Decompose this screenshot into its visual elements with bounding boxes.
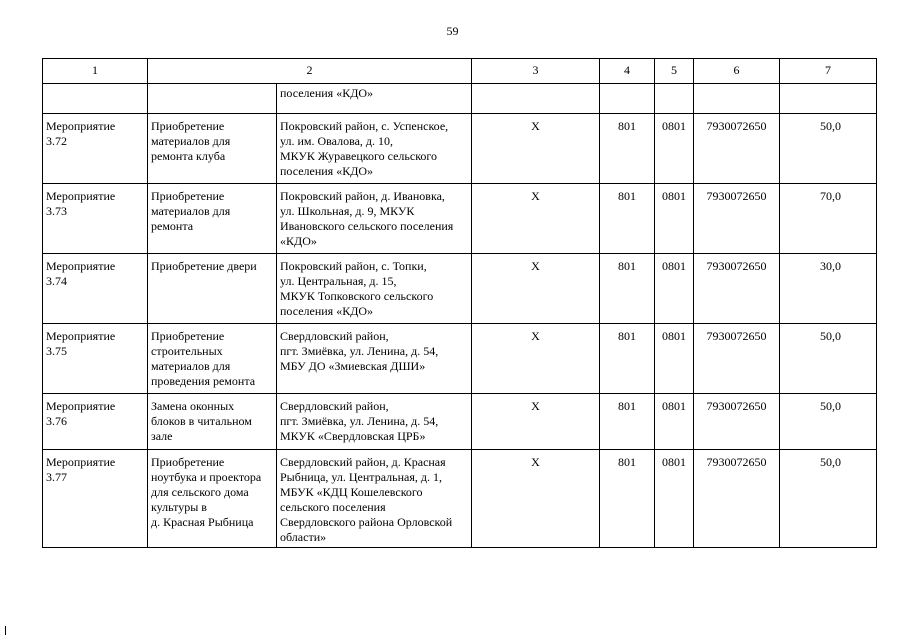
header-col-3: 3	[472, 59, 600, 84]
amount: 50,0	[780, 114, 877, 184]
code-4: 801	[600, 450, 655, 548]
header-col-5: 5	[655, 59, 694, 84]
code-5: 0801	[655, 324, 694, 394]
mark-cell: Х	[472, 324, 600, 394]
code-5: 0801	[655, 450, 694, 548]
cont-cell-8	[780, 84, 877, 114]
cont-cell-1	[43, 84, 148, 114]
event-id: Мероприятие 3.73	[43, 184, 148, 254]
scan-mark	[5, 626, 6, 635]
code-4: 801	[600, 394, 655, 450]
header-col-2: 2	[148, 59, 472, 84]
table-row	[43, 450, 877, 548]
event-id: Мероприятие 3.74	[43, 254, 148, 324]
event-address: Покровский район, д. Ивановка, ул. Школьная, д. 9, МКУК Ивановского сельского поселения «КДО»	[277, 184, 472, 254]
event-name: Приобретение строительных материалов для проведения ремонта	[148, 324, 277, 394]
event-id: Мероприятие 3.72	[43, 114, 148, 184]
table-row	[43, 324, 877, 394]
event-id: Мероприятие 3.75	[43, 324, 148, 394]
code-4: 801	[600, 324, 655, 394]
event-name: Замена оконных блоков в читальном зале	[148, 394, 277, 450]
budget-table	[42, 58, 877, 548]
table-row	[43, 114, 877, 184]
mark-cell: Х	[472, 394, 600, 450]
table-row	[43, 184, 877, 254]
cont-cell-5	[600, 84, 655, 114]
event-address: Свердловский район, пгт. Змиёвка, ул. Ленина, д. 54, МКУК «Свердловская ЦРБ»	[277, 394, 472, 450]
mark-cell: Х	[472, 450, 600, 548]
code-4: 801	[600, 114, 655, 184]
event-name: Приобретение материалов для ремонта клуба	[148, 114, 277, 184]
amount: 30,0	[780, 254, 877, 324]
cont-cell-2	[148, 84, 277, 114]
amount: 50,0	[780, 324, 877, 394]
cont-cell-4	[472, 84, 600, 114]
event-address: Свердловский район, пгт. Змиёвка, ул. Ленина, д. 54, МБУ ДО «Змиевская ДШИ»	[277, 324, 472, 394]
code-6: 7930072650	[694, 394, 780, 450]
amount: 70,0	[780, 184, 877, 254]
header-col-4: 4	[600, 59, 655, 84]
table-row	[43, 254, 877, 324]
mark-cell: Х	[472, 254, 600, 324]
code-4: 801	[600, 184, 655, 254]
header-col-6: 6	[694, 59, 780, 84]
code-4: 801	[600, 254, 655, 324]
header-row	[43, 59, 877, 84]
mark-cell: Х	[472, 184, 600, 254]
event-name: Приобретение двери	[148, 254, 277, 324]
code-5: 0801	[655, 114, 694, 184]
event-name: Приобретение материалов для ремонта	[148, 184, 277, 254]
page-number: 59	[446, 24, 459, 38]
table-row	[43, 394, 877, 450]
event-id: Мероприятие 3.76	[43, 394, 148, 450]
amount: 50,0	[780, 450, 877, 548]
continuation-row	[43, 84, 877, 114]
code-6: 7930072650	[694, 114, 780, 184]
event-address: Покровский район, с. Топки, ул. Центральная, д. 15, МКУК Топковского сельского поселения «КДО»	[277, 254, 472, 324]
code-6: 7930072650	[694, 324, 780, 394]
event-address: Свердловский район, д. Красная Рыбница, ул. Центральная, д. 1, МБУК «КДЦ Кошелевского сельского поселения Свердловского района Орловской области»	[277, 450, 472, 548]
code-5: 0801	[655, 394, 694, 450]
code-5: 0801	[655, 184, 694, 254]
header-col-1: 1	[43, 59, 148, 84]
cont-cell-7	[694, 84, 780, 114]
cont-address: поселения «КДО»	[277, 84, 472, 114]
code-5: 0801	[655, 254, 694, 324]
event-name: Приобретение ноутбука и проектора для сельского дома культуры в д. Красная Рыбница	[148, 450, 277, 548]
mark-cell: Х	[472, 114, 600, 184]
code-6: 7930072650	[694, 184, 780, 254]
code-6: 7930072650	[694, 254, 780, 324]
cont-cell-6	[655, 84, 694, 114]
event-address: Покровский район, с. Успенское, ул. им. Овалова, д. 10, МКУК Журавецкого сельского поселения «КДО»	[277, 114, 472, 184]
event-id: Мероприятие 3.77	[43, 450, 148, 548]
amount: 50,0	[780, 394, 877, 450]
header-col-7: 7	[780, 59, 877, 84]
code-6: 7930072650	[694, 450, 780, 548]
